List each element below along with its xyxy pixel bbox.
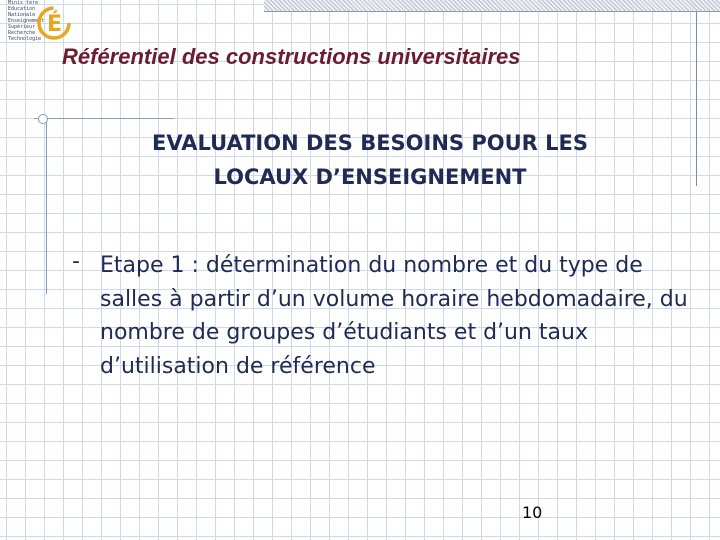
logo-letter: É: [47, 12, 63, 37]
bullet-text: Etape 1 : détermination du nombre et du type de salles à partir d’un volume horaire hebdomadaire, du nombre de groupes d’étudiants et d’un taux d’utilisation de référence: [100, 253, 688, 379]
section-heading-line-2: LOCAUX D’ENSEIGNEMENT: [213, 165, 527, 189]
bullet-marker: -: [72, 249, 80, 274]
section-heading-line-1: EVALUATION DES BESOINS POUR LES: [152, 131, 588, 155]
right-decorative-rule: [696, 12, 697, 186]
decorative-horizontal-line: [34, 118, 174, 119]
decorative-vertical-line: [46, 122, 47, 294]
top-decorative-band: [264, 0, 720, 12]
ministry-logo: [4, 0, 70, 44]
page-number: 10: [522, 503, 543, 522]
slide-title: Référentiel des constructions universitaires: [62, 44, 521, 69]
decorative-circle-icon: [38, 114, 48, 124]
ministry-emblem-icon: [34, 2, 72, 42]
section-heading: [100, 126, 640, 194]
ministry-logo-text: Minis tère Education Nationale Enseignement Supérieur Recherche Technologie: [8, 0, 45, 42]
